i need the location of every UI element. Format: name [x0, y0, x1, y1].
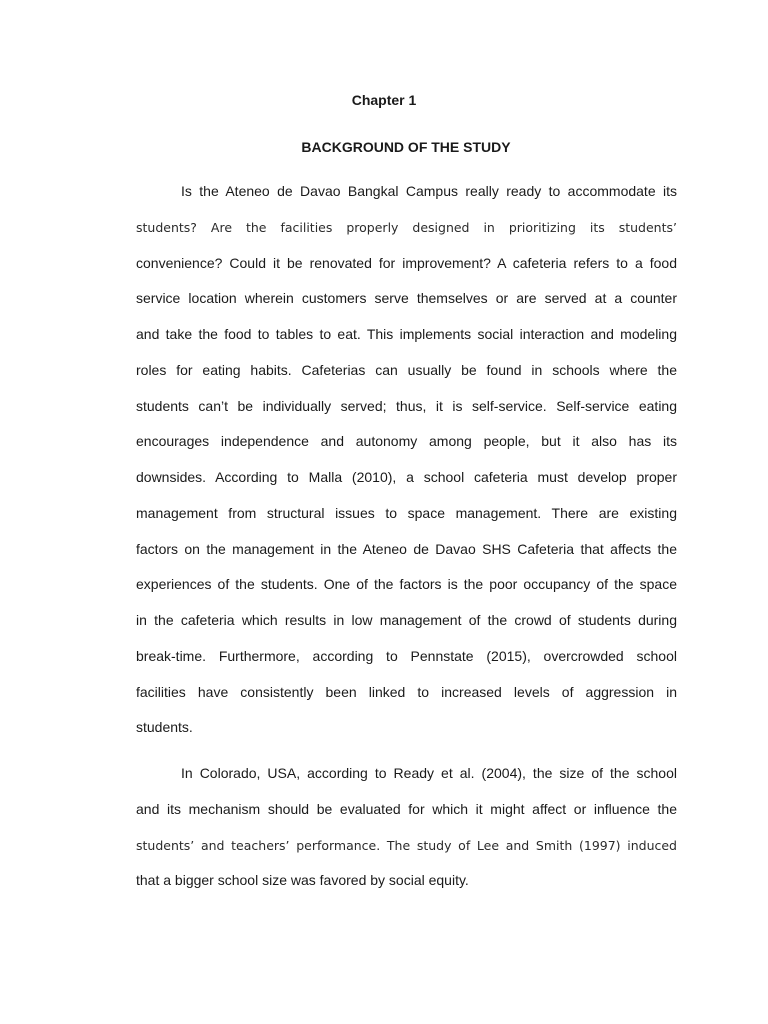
- paragraph-line: students can’t be individually served; thus, it is self-service. Self-service eating: [136, 397, 677, 414]
- paragraph-2: [136, 756, 677, 899]
- paragraph-line: students.: [136, 719, 193, 736]
- paragraph-line: break-time. Furthermore, according to Pennstate (2015), overcrowded school: [136, 647, 677, 664]
- paragraph-line: and its mechanism should be evaluated for which it might affect or influence the: [136, 800, 677, 817]
- paragraph-line: students’ and teachers’ performance. The study of Lee and Smith (1997) induced: [136, 837, 677, 853]
- paragraph-line: management from structural issues to space management. There are existing: [136, 504, 677, 521]
- paragraph-line: convenience? Could it be renovated for improvement? A cafeteria refers to a food: [136, 254, 677, 271]
- paragraph-line: roles for eating habits. Cafeterias can usually be found in schools where the: [136, 361, 677, 378]
- paragraph-line: experiences of the students. One of the factors is the poor occupancy of the space: [136, 576, 677, 593]
- paragraph-line: Is the Ateneo de Davao Bangkal Campus really ready to accommodate its: [181, 183, 677, 199]
- paragraph-line: students? Are the facilities properly designed in prioritizing its students’: [136, 219, 677, 235]
- paragraph-1: [136, 174, 677, 746]
- section-heading: BACKGROUND OF THE STUDY: [301, 139, 511, 155]
- paragraph-line: In Colorado, USA, according to Ready et al. (2004), the size of the school: [181, 765, 677, 781]
- paragraph-line: service location wherein customers serve themselves or are served at a counter: [136, 290, 677, 307]
- paragraph-line: factors on the management in the Ateneo de Davao SHS Cafeteria that affects the: [136, 540, 677, 557]
- paragraph-line: facilities have consistently been linked to increased levels of aggression in: [136, 683, 677, 700]
- paragraph-line: in the cafeteria which results in low management of the crowd of students during: [136, 612, 677, 628]
- chapter-title: Chapter 1: [351, 92, 417, 108]
- paragraph-line: encourages independence and autonomy among people, but it also has its: [136, 433, 677, 450]
- paragraph-line: and take the food to tables to eat. This implements social interaction and modeling: [136, 326, 677, 342]
- paragraph-line: that a bigger school size was favored by social equity.: [136, 872, 469, 889]
- paragraph-line: downsides. According to Malla (2010), a school cafeteria must develop proper: [136, 469, 677, 485]
